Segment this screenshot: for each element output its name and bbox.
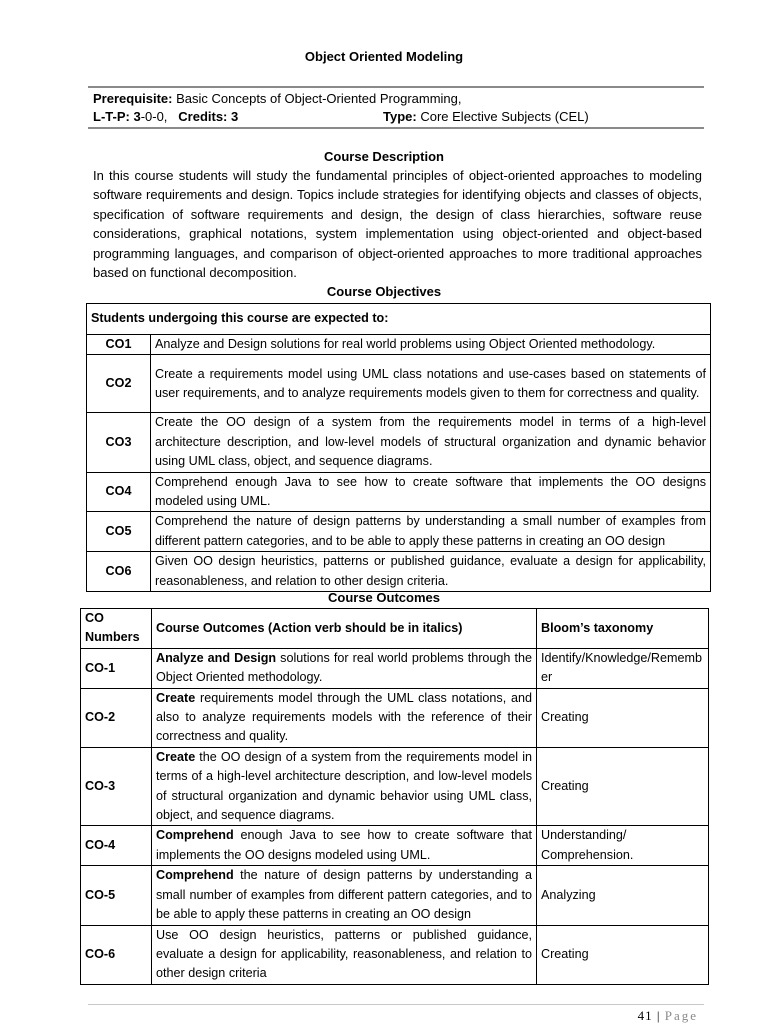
outcome-code: CO-4: [81, 826, 152, 866]
objective-code: CO5: [87, 512, 151, 552]
type-field: [383, 109, 589, 124]
objective-text: Create the OO design of a system from the requirements model in terms of a high-level architecture description, and low-level models of structural organization and dynamic behavior using UML class, object, and sequence diagrams.: [151, 413, 711, 472]
table-row: [87, 413, 711, 472]
objectives-intro: Students undergoing this course are expected to:: [87, 304, 711, 335]
outcome-description: the nature of design patterns by understanding a small number of examples from different pattern categories, and to be able to apply these patterns in creating an OO design: [156, 868, 532, 922]
outcome-bloom: Analyzing: [537, 866, 709, 925]
outcomes-table: [80, 608, 709, 985]
course-description-text: In this course students will study the fundamental principles of object-oriented approaches to modeling software requirements and design. Topics include strategies for identifying objects and classes of objects, specification of software requirements and design, the design of class hierarchies, software reuse considerations, graphical notations, system implementation using object-oriented and object-based programming languages, and comparison of object-oriented approaches to more traditional approaches based on functional decomposition.: [93, 168, 702, 281]
outcome-description: requirements model through the UML class notations, and also to analyze requirements models with the reference of their correctness and quality.: [156, 690, 532, 744]
outcome-bloom: Understanding/ Comprehension.: [537, 826, 709, 866]
outcome-bloom: Creating: [537, 688, 709, 747]
table-row: [87, 512, 711, 552]
objective-code: CO4: [87, 472, 151, 512]
objectives-header-row: [87, 304, 711, 335]
outcome-text: [152, 648, 537, 688]
objective-text: Comprehend enough Java to see how to create software that implements the OO designs modeled using UML.: [151, 472, 711, 512]
page-label: Page: [664, 1008, 698, 1023]
ltp-label: L-T-P:: [93, 109, 130, 124]
outcome-bloom: Creating: [537, 747, 709, 826]
objective-text: Comprehend the nature of design patterns by understanding a small number of examples from different pattern categories, and to be able to apply these patterns in creating an OO design: [151, 512, 711, 552]
outcome-verb: Create: [156, 690, 196, 705]
type-label: Type:: [383, 109, 417, 124]
page-title: Object Oriented Modeling: [304, 49, 464, 64]
table-row: [81, 866, 709, 925]
page-footer: [638, 1008, 698, 1024]
type-value: Core Elective Subjects (CEL): [420, 109, 589, 124]
outcome-verb: Analyze and Design: [156, 650, 277, 665]
objective-code: CO3: [87, 413, 151, 472]
objective-text: Given OO design heuristics, patterns or published guidance, evaluate a design for applicability, reasonableness, and relation to other design criteria.: [151, 552, 711, 592]
col-header-co-numbers: CO Numbers: [81, 609, 152, 649]
outcome-text: [152, 866, 537, 925]
outcomes-header-row: [81, 609, 709, 649]
divider-top: [88, 86, 704, 88]
footer-divider: [88, 1004, 704, 1005]
objective-text: Create a requirements model using UML class notations and use-cases based on statements of user requirements, and to analyze requirements models given to them for correctness and quality.: [151, 355, 711, 413]
outcome-verb: Comprehend: [156, 868, 234, 883]
table-row: [81, 688, 709, 747]
outcome-text: [152, 925, 537, 984]
outcome-text: [152, 747, 537, 826]
course-description-heading: Course Description: [324, 149, 444, 164]
col-header-outcomes: Course Outcomes (Action verb should be in italics): [152, 609, 537, 649]
outcome-verb: Create: [156, 749, 196, 764]
prerequisite-label: Prerequisite:: [93, 91, 173, 106]
ltp-value: -0-0,: [140, 109, 168, 124]
outcome-bloom: Identify/Knowledge/Remember: [537, 648, 709, 688]
table-row: [81, 648, 709, 688]
ltp-value-bold: 3: [133, 109, 141, 124]
course-objectives-heading: Course Objectives: [326, 284, 442, 299]
outcome-description: the OO design of a system from the requirements model in terms of a high-level architecture description, and low-level models of structural organization and dynamic behavior using UML class, object, and sequence diagrams.: [156, 749, 532, 823]
objective-code: CO6: [87, 552, 151, 592]
prerequisite-line: [93, 91, 462, 106]
prerequisite-value: Basic Concepts of Object-Oriented Programming,: [176, 91, 462, 106]
outcome-bloom: Creating: [537, 925, 709, 984]
objective-text: Analyze and Design solutions for real world problems using Object Oriented methodology.: [151, 335, 711, 355]
divider-bottom: [88, 127, 704, 129]
table-row: [87, 552, 711, 592]
col-header-blooms: Bloom’s taxonomy: [537, 609, 709, 649]
outcome-code: CO-3: [81, 747, 152, 826]
credits-label: Credits:: [178, 109, 228, 124]
table-row: [87, 335, 711, 355]
table-row: [81, 925, 709, 984]
table-row: [81, 826, 709, 866]
outcome-code: CO-6: [81, 925, 152, 984]
course-outcomes-heading: Course Outcomes: [328, 590, 440, 605]
outcome-description: enough Java to see how to create software that implements the OO designs modeled using UML.: [156, 828, 532, 862]
outcome-description: Use OO design heuristics, patterns or published guidance, evaluate a design for applicability, reasonableness, and relation to other design criteria: [156, 927, 532, 981]
ltp-line: [93, 109, 589, 124]
objective-code: CO1: [87, 335, 151, 355]
outcome-code: CO-5: [81, 866, 152, 925]
footer-separator: |: [656, 1008, 661, 1023]
objectives-table: [86, 303, 711, 592]
credits-value: 3: [231, 109, 239, 124]
outcome-code: CO-2: [81, 688, 152, 747]
table-row: [81, 747, 709, 826]
objective-code: CO2: [87, 355, 151, 413]
table-row: [87, 355, 711, 413]
outcome-code: CO-1: [81, 648, 152, 688]
outcome-verb: Comprehend: [156, 828, 234, 843]
outcome-text: [152, 688, 537, 747]
page-number: 41: [637, 1008, 653, 1023]
table-row: [87, 472, 711, 512]
outcome-text: [152, 826, 537, 866]
outcome-description: solutions for real world problems through the Object Oriented methodology.: [156, 650, 532, 685]
